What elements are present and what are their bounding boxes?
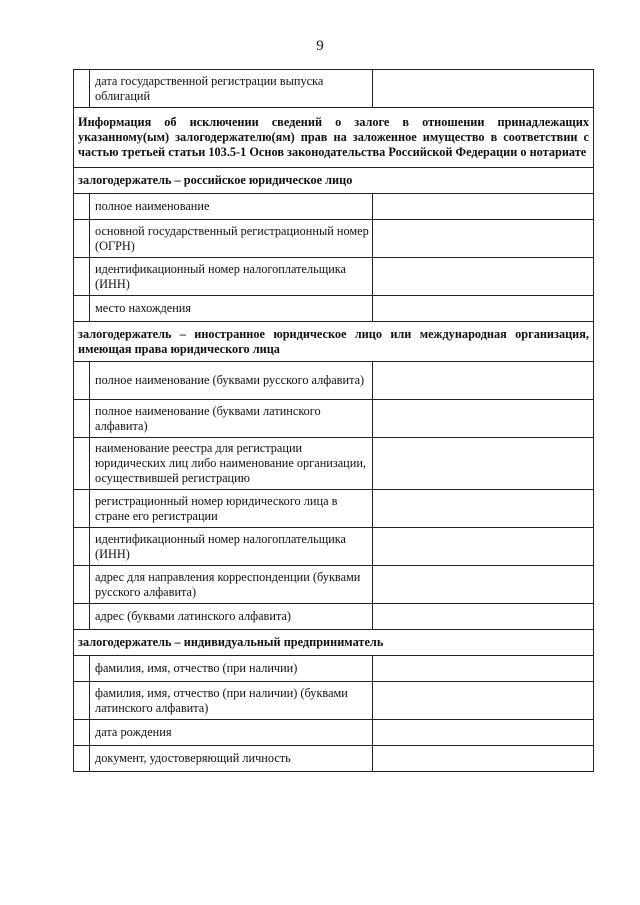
table-row <box>74 438 594 490</box>
table-row <box>74 566 594 604</box>
indent-cell <box>74 566 90 604</box>
registry-form-table <box>73 69 594 772</box>
table-row <box>74 362 594 400</box>
indent-cell <box>74 490 90 528</box>
section-header: залогодержатель – российское юридическое лицо <box>74 168 594 194</box>
field-value[interactable] <box>373 362 594 400</box>
table-row <box>74 656 594 682</box>
section-row <box>74 108 594 168</box>
field-label: основной государственный регистрационный номер (ОГРН) <box>90 220 373 258</box>
table-row <box>74 296 594 322</box>
field-label: дата рождения <box>90 720 373 746</box>
table-row <box>74 220 594 258</box>
section-row <box>74 322 594 362</box>
field-value[interactable] <box>373 746 594 772</box>
table-row <box>74 194 594 220</box>
field-label: наименование реестра для регистрации юридических лиц либо наименование организации, осуществившей регистрацию <box>90 438 373 490</box>
field-label: дата государственной регистрации выпуска облигаций <box>90 70 373 108</box>
table-row <box>74 720 594 746</box>
field-label: адрес (буквами латинского алфавита) <box>90 604 373 630</box>
table-row <box>74 258 594 296</box>
field-value[interactable] <box>373 656 594 682</box>
field-label: адрес для направления корреспонденции (буквами русского алфавита) <box>90 566 373 604</box>
section-row <box>74 630 594 656</box>
field-value[interactable] <box>373 490 594 528</box>
indent-cell <box>74 362 90 400</box>
field-value[interactable] <box>373 70 594 108</box>
field-label: полное наименование (буквами латинского алфавита) <box>90 400 373 438</box>
field-value[interactable] <box>373 400 594 438</box>
field-label: место нахождения <box>90 296 373 322</box>
table-row <box>74 746 594 772</box>
page-number: 9 <box>316 38 324 54</box>
table-row <box>74 528 594 566</box>
table-row <box>74 70 594 108</box>
indent-cell <box>74 528 90 566</box>
field-value[interactable] <box>373 220 594 258</box>
field-value[interactable] <box>373 566 594 604</box>
indent-cell <box>74 746 90 772</box>
field-label: фамилия, имя, отчество (при наличии) <box>90 656 373 682</box>
indent-cell <box>74 720 90 746</box>
section-header: залогодержатель – индивидуальный предприниматель <box>74 630 594 656</box>
indent-cell <box>74 220 90 258</box>
table-row <box>74 604 594 630</box>
field-label: идентификационный номер налогоплательщика (ИНН) <box>90 258 373 296</box>
field-label: регистрационный номер юридического лица в стране его регистрации <box>90 490 373 528</box>
field-label: документ, удостоверяющий личность <box>90 746 373 772</box>
indent-cell <box>74 682 90 720</box>
field-label: фамилия, имя, отчество (при наличии) (буквами латинского алфавита) <box>90 682 373 720</box>
field-value[interactable] <box>373 258 594 296</box>
field-value[interactable] <box>373 720 594 746</box>
field-value[interactable] <box>373 438 594 490</box>
indent-cell <box>74 296 90 322</box>
indent-cell <box>74 258 90 296</box>
indent-cell <box>74 604 90 630</box>
table-row <box>74 400 594 438</box>
section-header: Информация об исключении сведений о залоге в отношении принадлежащих указанному(ым) залогодержателю(ям) прав на заложенное имущество в соответствии с частью третьей статьи 103.5-1 Основ законодательства Российской Федерации о нотариате <box>74 108 594 168</box>
field-value[interactable] <box>373 528 594 566</box>
indent-cell <box>74 194 90 220</box>
table-row <box>74 682 594 720</box>
section-header: залогодержатель – иностранное юридическое лицо или международная организация, имеющая права юридического лица <box>74 322 594 362</box>
field-label: полное наименование (буквами русского алфавита) <box>90 362 373 400</box>
indent-cell <box>74 400 90 438</box>
field-value[interactable] <box>373 682 594 720</box>
section-row <box>74 168 594 194</box>
table-row <box>74 490 594 528</box>
indent-cell <box>74 656 90 682</box>
field-label: полное наименование <box>90 194 373 220</box>
field-value[interactable] <box>373 194 594 220</box>
field-value[interactable] <box>373 296 594 322</box>
indent-cell <box>74 70 90 108</box>
field-label: идентификационный номер налогоплательщика (ИНН) <box>90 528 373 566</box>
indent-cell <box>74 438 90 490</box>
field-value[interactable] <box>373 604 594 630</box>
